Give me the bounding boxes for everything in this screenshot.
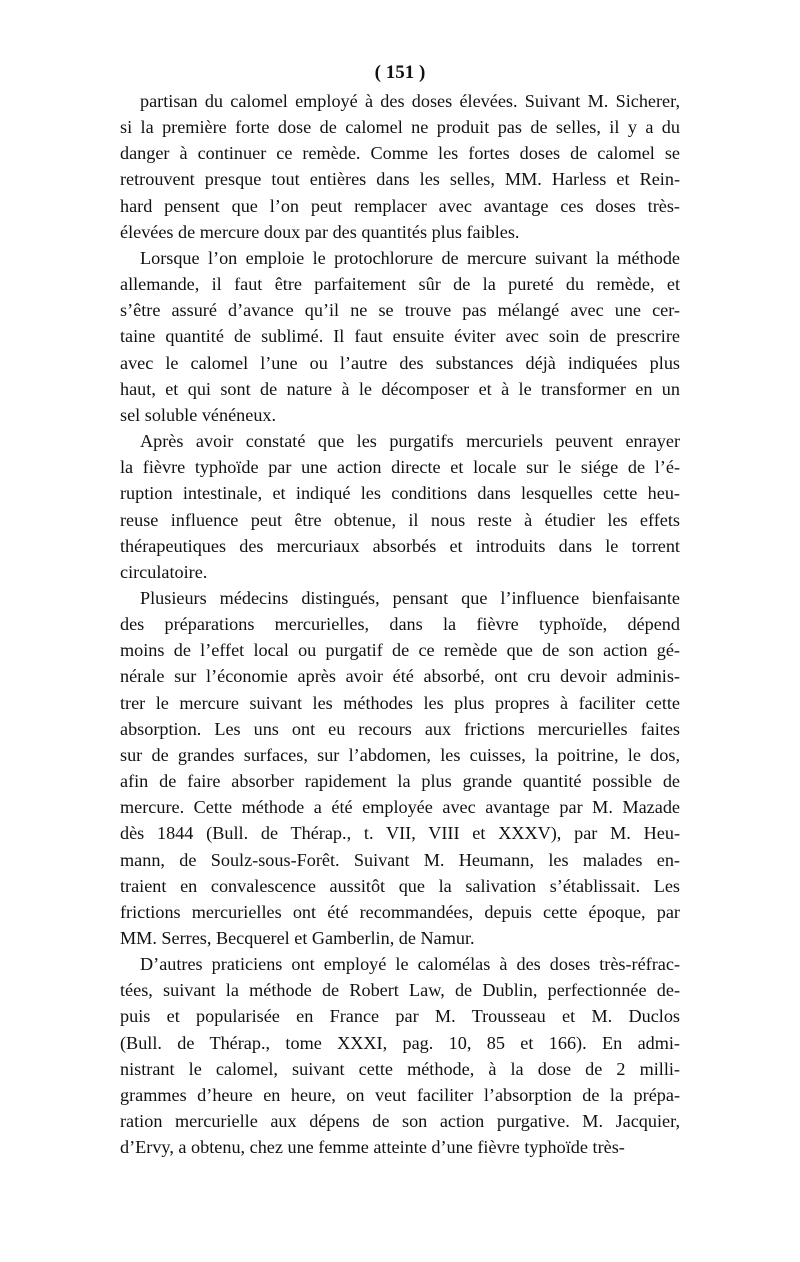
text-line: reuse influence peut être obtenue, il nous reste à étudier les effets (120, 509, 680, 530)
text-line: d’Ervy, a obtenu, chez une femme atteinte d’une fièvre typhoïde très- (120, 1137, 625, 1158)
text-line: Après avoir constaté que les purgatifs mercuriels peuvent enrayer (140, 431, 680, 452)
text-line: absorption. Les uns ont eu recours aux frictions mercurielles faites (120, 718, 680, 739)
text-line: nistrant le calomel, suivant cette méthode, à la dose de 2 milli- (120, 1058, 680, 1079)
text-line: danger à continuer ce remède. Comme les fortes doses de calomel se (120, 143, 680, 164)
text-line: grammes d’heure en heure, on veut faciliter l’absorption de la prépa- (120, 1084, 680, 1105)
text-line: afin de faire absorber rapidement la plus grande quantité possible de (120, 771, 680, 792)
text-line: mercure. Cette méthode a été employée avec avantage par M. Mazade (120, 797, 680, 818)
text-line: puis et popularisée en France par M. Trousseau et M. Duclos (120, 1006, 680, 1027)
text-line: trer le mercure suivant les méthodes les plus propres à faciliter cette (120, 692, 680, 713)
text-line: traient en convalescence aussitôt que la salivation s’établissait. Les (120, 875, 680, 896)
text-line: ration mercurielle aux dépens de son action purgative. M. Jacquier, (120, 1111, 680, 1132)
paragraph (120, 585, 680, 951)
text-line: partisan du calomel employé à des doses élevées. Suivant M. Sicherer, (140, 91, 680, 111)
text-line: Plusieurs médecins distingués, pensant que l’influence bienfaisante (140, 587, 680, 608)
text-line: moins de l’effet local ou purgatif de ce remède que de son action gé- (120, 640, 680, 661)
page-number: ( 151 ) (374, 62, 426, 83)
text-line: retrouvent presque tout entières dans les selles, MM. Harless et Rein- (120, 169, 680, 190)
paragraph (120, 428, 680, 585)
text-line: D’autres praticiens ont employé le calomélas à des doses très-réfrac- (140, 954, 680, 975)
text-line: des préparations mercurielles, dans la fièvre typhoïde, dépend (120, 614, 680, 635)
paragraph (120, 951, 680, 1160)
text-line: si la première forte dose de calomel ne produit pas de selles, il y a du (120, 117, 680, 138)
text-line: Lorsque l’on emploie le protochlorure de mercure suivant la méthode (140, 247, 680, 268)
text-line: hard pensent que l’on peut remplacer avec avantage ces doses très- (120, 195, 680, 216)
text-line: sur de grandes surfaces, sur l’abdomen, les cuisses, la poitrine, le dos, (120, 744, 680, 765)
text-line: sel soluble vénéneux. (120, 404, 277, 425)
text-line: circulatoire. (120, 561, 208, 582)
text-line: thérapeutiques des mercuriaux absorbés et introduits dans le torrent (120, 535, 680, 556)
text-line: s’être assuré d’avance qu’il ne se trouve pas mélangé avec une cer- (120, 300, 680, 321)
text-line: allemande, il faut être parfaitement sûr de la pureté du remède, et (120, 274, 680, 295)
text-line: avec le calomel l’une ou l’autre des substances déjà indiquées plus (120, 352, 680, 373)
text-line: dès 1844 (Bull. de Thérap., t. VII, VIII et XXXV), par M. Heu- (120, 823, 680, 844)
text-line: (Bull. de Thérap., tome XXXI, pag. 10, 85 et 166). En admi- (120, 1032, 680, 1053)
text-line: haut, et qui sont de nature à le décomposer et à le transformer en un (120, 378, 680, 399)
page (120, 60, 680, 1160)
text-line: frictions mercurielles ont été recommandées, depuis cette époque, par (120, 901, 680, 922)
text-line: tées, suivant la méthode de Robert Law, de Dublin, perfectionnée de- (120, 980, 680, 1001)
text-line: MM. Serres, Becquerel et Gamberlin, de Namur. (120, 928, 475, 948)
text-line: nérale sur l’économie après avoir été absorbé, ont cru devoir adminis- (120, 666, 680, 687)
text-line: la fièvre typhoïde par une action directe et locale sur le siége de l’é- (120, 457, 680, 478)
text-line: ruption intestinale, et indiqué les conditions dans lesquelles cette heu- (120, 483, 680, 504)
paragraph (120, 245, 680, 428)
text-line: taine quantité de sublimé. Il faut ensuite éviter avec soin de prescrire (120, 326, 680, 347)
text-line: élevées de mercure doux par des quantités plus faibles. (120, 221, 520, 242)
paragraph (120, 88, 680, 245)
text-line: mann, de Soulz-sous-Forêt. Suivant M. Heumann, les malades en- (120, 849, 680, 870)
